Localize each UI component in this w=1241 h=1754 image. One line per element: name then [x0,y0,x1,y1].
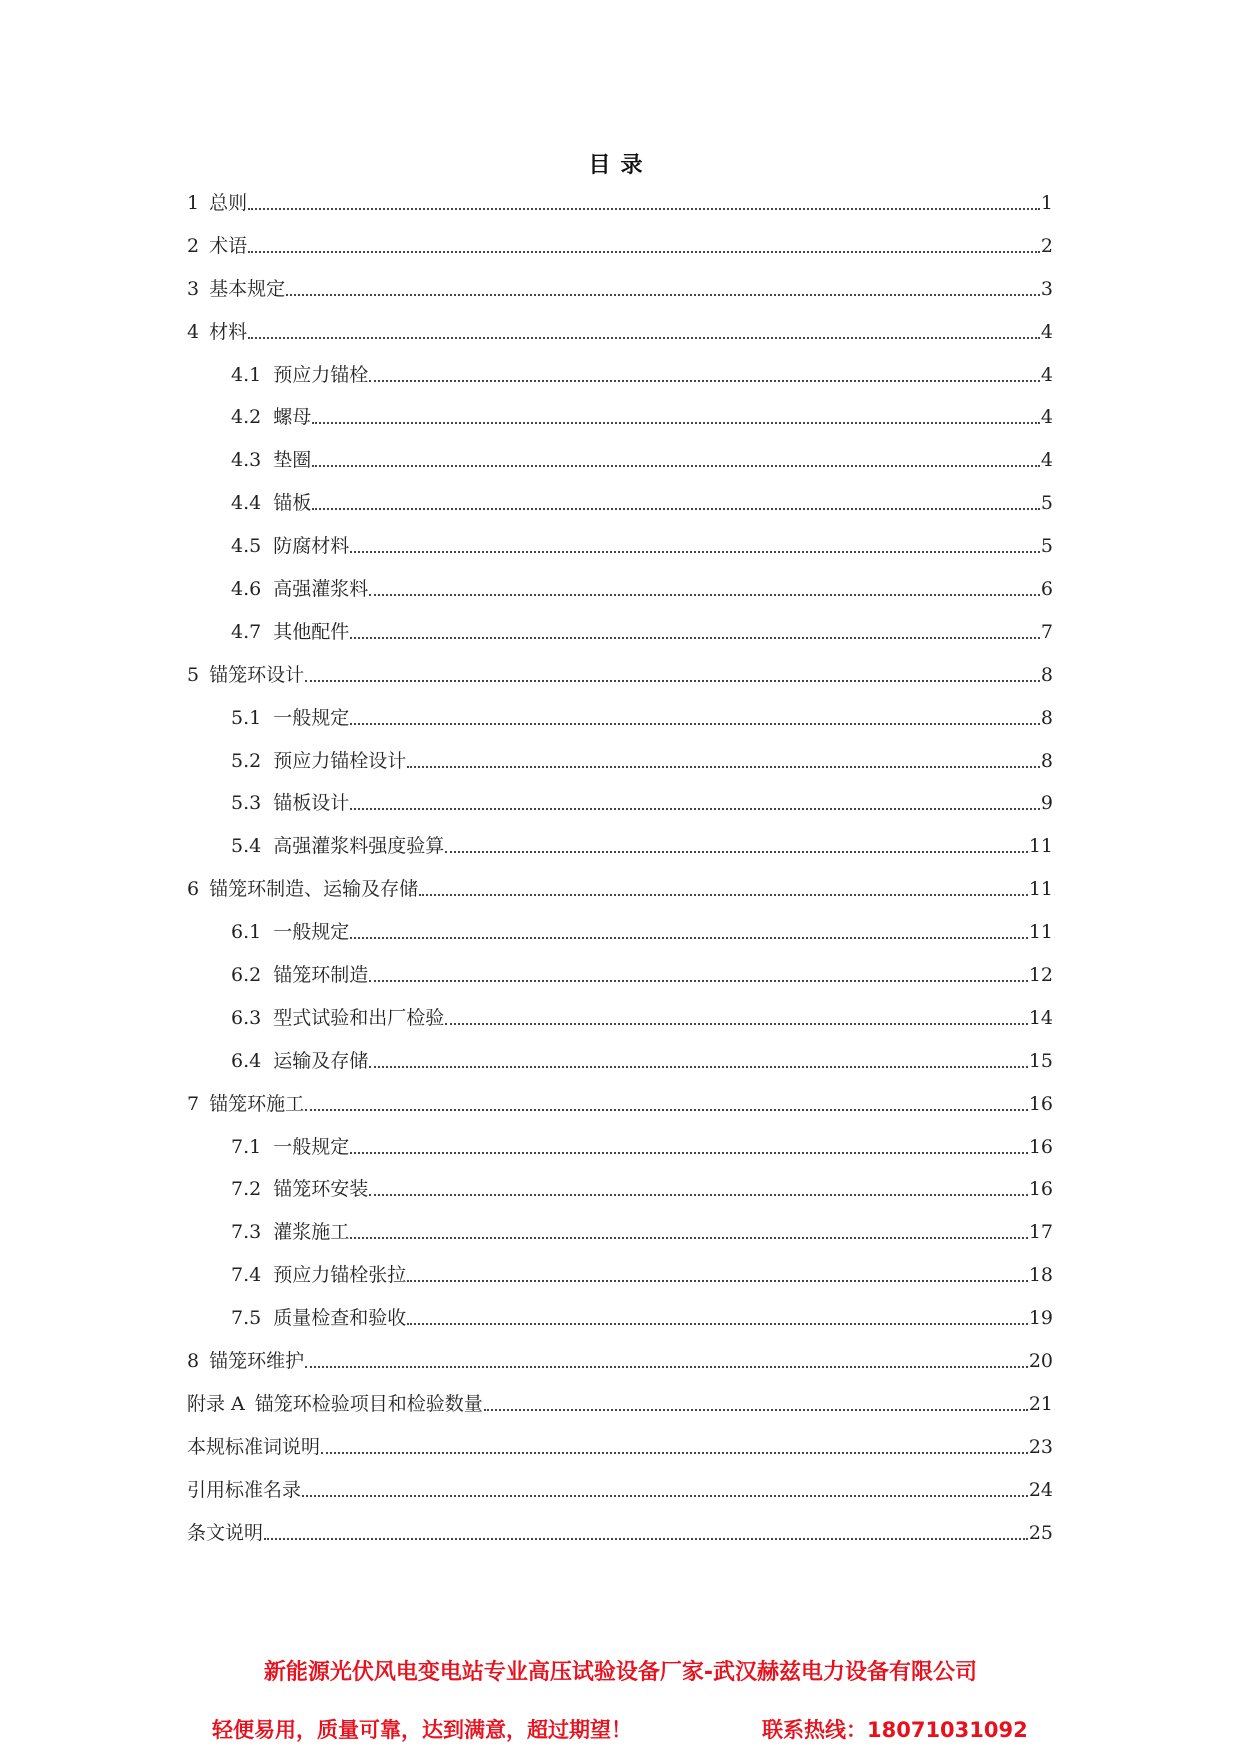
toc-entry-page-number: 15 [1028,1049,1053,1072]
toc-entry-number: 8 [187,1350,200,1373]
toc-entry-page-number: 16 [1028,1092,1053,1115]
dot-leader [248,318,1040,346]
toc-entry-label: 一般规定 [273,1135,350,1158]
footer-company-line: 新能源光伏风电变电站专业高压试验设备厂家-武汉赫兹电力设备有限公司 [263,1660,978,1685]
dot-leader [369,1047,1028,1075]
toc-entry-number: 4.4 [231,492,262,515]
page-title: 目录 [588,153,653,178]
toc-entry-label: 条文说明 [187,1521,264,1544]
toc-entry-page-number: 16 [1028,1178,1053,1201]
toc-entry[interactable] [187,1347,1053,1390]
toc-entry-number: 4.5 [231,535,262,558]
toc-entry-page-number: 4 [1040,449,1053,472]
toc-entry[interactable] [187,618,1053,661]
toc-entry[interactable] [187,1519,1053,1562]
toc-entry-label: 一般规定 [273,921,350,944]
toc-entry[interactable] [187,1175,1053,1218]
toc-entry-label: 锚笼环维护 [209,1350,305,1373]
toc-entry[interactable] [187,446,1053,489]
dot-leader [305,661,1040,689]
toc-entry-page-number: 8 [1040,663,1053,686]
toc-entry[interactable] [187,403,1053,446]
toc-entry-label: 锚笼环制造 [273,964,369,987]
toc-entry-page-number: 2 [1040,234,1053,257]
toc-entry-page-number: 6 [1040,578,1053,601]
dot-leader [305,1090,1028,1118]
toc-entry-number: 4.6 [231,578,262,601]
toc-entry[interactable] [187,1261,1053,1304]
toc-entry-label: 预应力锚栓 [273,363,369,386]
toc-entry-label: 基本规定 [209,277,286,300]
toc-entry-page-number: 8 [1040,706,1053,729]
toc-entry[interactable] [187,1218,1053,1261]
toc-entry-page-number: 24 [1028,1478,1053,1501]
toc-entry-number: 4.3 [231,449,262,472]
toc-entry[interactable] [187,1047,1053,1090]
toc-entry-number: 6 [187,878,200,901]
toc-entry[interactable] [187,489,1053,532]
dot-leader [321,1433,1028,1461]
dot-leader [407,747,1040,775]
toc-entry-label: 运输及存储 [273,1049,369,1072]
dot-leader [350,1133,1028,1161]
toc-entry-number: 3 [187,277,200,300]
toc-entry-page-number: 1 [1040,192,1053,214]
dot-leader [369,961,1028,989]
toc-entry-number: 5.3 [231,792,262,815]
dot-leader [312,403,1040,431]
toc-entry-page-number: 17 [1028,1221,1053,1244]
toc-entry-label: 总则 [209,192,248,214]
toc-entry-number: 7.3 [231,1221,262,1244]
toc-entry[interactable] [187,1004,1053,1047]
toc-entry-page-number: 21 [1028,1392,1053,1415]
dot-leader [264,1519,1028,1547]
dot-leader [350,918,1028,946]
toc-entry[interactable] [187,789,1053,832]
toc-entry-number: 5 [187,663,200,686]
toc-entry[interactable] [187,275,1053,318]
toc-entry-label: 锚笼环检验项目和检验数量 [254,1392,483,1415]
dot-leader [286,275,1040,303]
toc-entry[interactable] [187,832,1053,875]
dot-leader [305,1347,1028,1375]
toc-entry-number: 7.5 [231,1307,262,1330]
dot-leader [445,1004,1028,1032]
toc-entry-label: 锚笼环制造、运输及存储 [209,878,419,901]
footer-hotline: 联系热线：18071031092 [762,1718,1028,1742]
toc-entry[interactable] [187,361,1053,404]
toc-entry-number: 5.1 [231,706,262,729]
toc-entry-number: 4.1 [231,363,262,386]
dot-leader [407,1304,1028,1332]
toc-entry[interactable] [187,532,1053,575]
toc-entry-page-number: 8 [1040,749,1053,772]
dot-leader [407,1261,1028,1289]
dot-leader [369,575,1040,603]
toc-entry[interactable] [187,232,1053,275]
toc-entry-page-number: 11 [1028,878,1053,901]
toc-entry-page-number: 12 [1028,964,1053,987]
toc-entry[interactable] [187,318,1053,361]
toc-entry-label: 术语 [209,234,248,257]
toc-entry-label: 高强灌浆料 [273,578,369,601]
toc-entry-label: 预应力锚栓张拉 [273,1264,407,1287]
toc-entry-label: 锚笼环安装 [273,1178,369,1201]
toc-entry[interactable] [187,704,1053,747]
toc-entry-number: 5.4 [231,835,262,858]
toc-entry-page-number: 18 [1028,1264,1053,1287]
toc-entry-number: 6.2 [231,964,262,987]
toc-entry-label: 引用标准名录 [187,1478,302,1501]
dot-leader [445,832,1028,860]
toc-entry-label: 本规标准词说明 [187,1435,321,1458]
dot-leader [248,232,1040,260]
toc-entry-page-number: 7 [1040,620,1053,643]
table-of-contents [187,189,1053,1562]
toc-entry-label: 锚笼环设计 [209,663,305,686]
toc-entry-page-number: 14 [1028,1006,1053,1029]
toc-entry-number: 4.7 [231,620,262,643]
toc-entry-number: 附录 A [187,1392,245,1415]
toc-entry[interactable] [187,1090,1053,1133]
toc-entry-label: 螺母 [273,406,312,429]
toc-entry-number: 4.2 [231,406,262,429]
toc-entry-label: 其他配件 [273,620,350,643]
dot-leader [350,704,1040,732]
toc-entry-label: 垫圈 [273,449,312,472]
toc-entry-number: 4 [187,320,200,343]
toc-entry-page-number: 5 [1040,492,1053,515]
toc-entry-page-number: 16 [1028,1135,1053,1158]
toc-entry[interactable] [187,1433,1053,1476]
toc-entry-number: 1 [187,192,200,214]
dot-leader [484,1390,1028,1418]
dot-leader [369,1175,1028,1203]
toc-entry-number: 5.2 [231,749,262,772]
dot-leader [312,489,1040,517]
toc-entry[interactable] [187,961,1053,1004]
toc-entry[interactable] [187,1390,1053,1433]
toc-entry-page-number: 19 [1028,1307,1053,1330]
toc-entry-page-number: 11 [1028,921,1053,944]
toc-entry-number: 7 [187,1092,200,1115]
toc-entry-label: 防腐材料 [273,535,350,558]
toc-entry-number: 7.2 [231,1178,262,1201]
toc-entry-page-number: 11 [1028,835,1053,858]
toc-entry[interactable] [187,575,1053,618]
toc-entry-label: 锚笼环施工 [209,1092,305,1115]
toc-entry[interactable] [187,1133,1053,1176]
dot-leader [350,789,1040,817]
dot-leader [312,446,1040,474]
toc-entry-label: 锚板 [273,492,312,515]
dot-leader [248,189,1040,217]
dot-leader [369,361,1040,389]
toc-entry-page-number: 4 [1040,363,1053,386]
dot-leader [302,1476,1028,1504]
toc-entry-label: 灌浆施工 [273,1221,350,1244]
dot-leader [350,1218,1028,1246]
toc-entry[interactable] [187,1304,1053,1347]
toc-entry[interactable] [187,747,1053,790]
toc-entry-number: 7.4 [231,1264,262,1287]
toc-entry[interactable] [187,875,1053,918]
toc-entry-number: 2 [187,234,200,257]
toc-entry-label: 型式试验和出厂检验 [273,1006,445,1029]
toc-entry-label: 一般规定 [273,706,350,729]
toc-entry-number: 6.1 [231,921,262,944]
toc-entry[interactable] [187,918,1053,961]
toc-entry[interactable] [187,1476,1053,1519]
toc-entry-number: 6.3 [231,1006,262,1029]
toc-entry-label: 预应力锚栓设计 [273,749,407,772]
toc-entry-page-number: 9 [1040,792,1053,815]
toc-entry-label: 材料 [209,320,248,343]
toc-entry-label: 锚板设计 [273,792,350,815]
dot-leader [419,875,1028,903]
toc-entry-page-number: 3 [1040,277,1053,300]
toc-entry-label: 质量检查和验收 [273,1307,407,1330]
toc-entry[interactable] [187,189,1053,232]
dot-leader [350,618,1040,646]
footer-slogan: 轻便易用，质量可靠，达到满意，超过期望！ [212,1718,632,1742]
toc-entry[interactable] [187,661,1053,704]
toc-entry-number: 7.1 [231,1135,262,1158]
toc-entry-page-number: 4 [1040,320,1053,343]
toc-entry-number: 6.4 [231,1049,262,1072]
toc-entry-page-number: 4 [1040,406,1053,429]
toc-entry-page-number: 25 [1028,1521,1053,1544]
toc-entry-page-number: 20 [1028,1350,1053,1373]
toc-entry-page-number: 23 [1028,1435,1053,1458]
toc-entry-label: 高强灌浆料强度验算 [273,835,445,858]
dot-leader [350,532,1040,560]
toc-entry-page-number: 5 [1040,535,1053,558]
